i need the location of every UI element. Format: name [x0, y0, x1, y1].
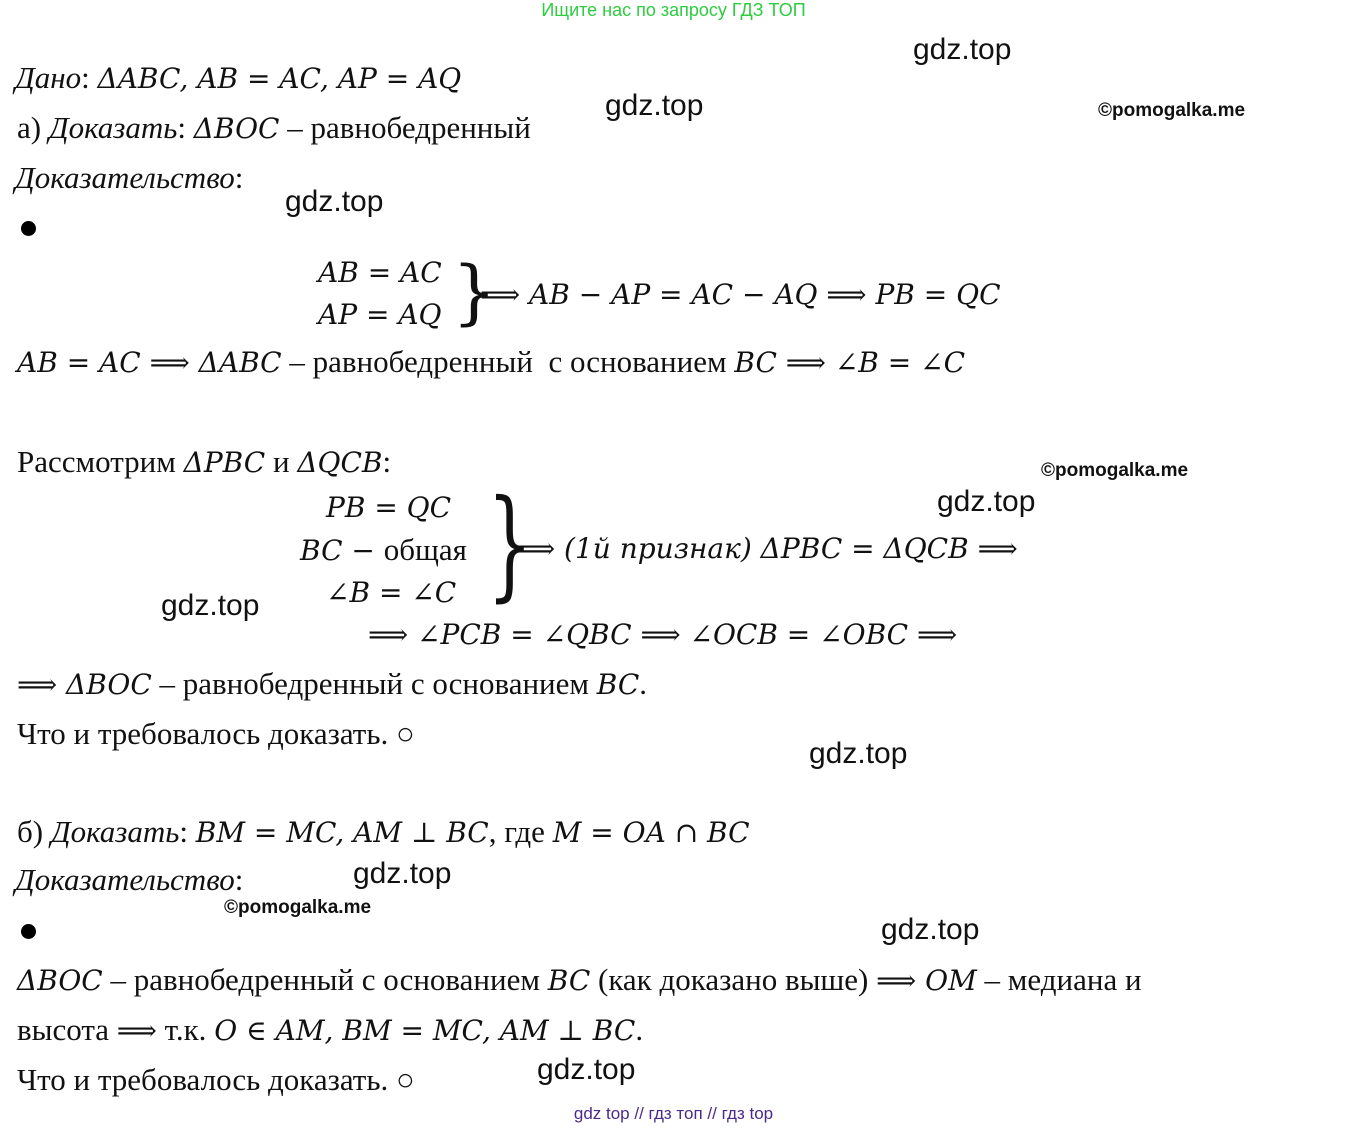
text-line [368, 614, 957, 655]
text-segment: – равнобедренный с основанием [281, 344, 735, 379]
copyright-watermark: ©pomogalka.me [224, 897, 372, 918]
math-expression: ΔBOC [193, 112, 280, 145]
footer-link[interactable]: gdz top [573, 1104, 630, 1123]
text-segment: общая [383, 532, 467, 567]
text-line [17, 1010, 643, 1051]
math-expression: BC [547, 964, 591, 997]
watermark: gdz.top [913, 33, 1012, 66]
text-segment: Что и требовалось доказать. ○ [17, 716, 415, 751]
text-line [326, 487, 451, 528]
text-line [17, 342, 965, 383]
math-expression: AP = AQ [318, 298, 442, 331]
copyright-watermark: ©pomogalka.me [1098, 100, 1246, 121]
math-expression: ΔBOC [17, 964, 103, 997]
bullet [21, 924, 36, 939]
text-segment: : [177, 110, 194, 145]
text-line [318, 294, 442, 335]
text-line [17, 108, 531, 149]
text-line [480, 274, 1001, 315]
math-expression: ΔPBC [183, 446, 266, 479]
math-expression: BC [596, 668, 640, 701]
math-expression: BM = MC, AM ⊥ BC [195, 816, 489, 849]
math-expression: M = OA ∩ BC [552, 816, 750, 849]
text-segment: : [234, 160, 244, 195]
text-line [17, 442, 391, 483]
text-segment: а) [17, 110, 49, 145]
footer-links [0, 1104, 1347, 1124]
text-line [515, 528, 1018, 569]
text-segment: Доказать [48, 110, 178, 145]
text-segment: : [382, 444, 392, 479]
copyright-watermark: ©pomogalka.me [1041, 460, 1189, 481]
text-line [17, 1060, 415, 1100]
footer-separator: // [634, 1104, 644, 1123]
watermark: gdz.top [809, 737, 908, 770]
search-hint-link[interactable]: Ищите нас по запросу ГДЗ ТОП [541, 0, 806, 20]
text-segment: Рассмотрим [17, 444, 184, 479]
text-line [15, 860, 243, 900]
text-segment: – равнобедренный с основанием [151, 666, 597, 701]
watermark: gdz.top [161, 589, 260, 622]
text-segment: т.к. [156, 1012, 215, 1047]
math-expression: AB = AC [318, 256, 442, 289]
text-segment: – равнобедренный с основанием [102, 962, 548, 997]
math-expression: ⟹ [116, 1014, 157, 1047]
bullet [21, 221, 36, 236]
text-segment: высота [17, 1012, 117, 1047]
brace: } [452, 251, 497, 333]
math-expression: ⟹ (1й признак) ΔPBC = ΔQCB ⟹ [515, 532, 1018, 565]
text-line [17, 664, 647, 705]
text-segment: – равнобедренный [279, 110, 531, 145]
text-segment: Дано [15, 60, 82, 95]
math-expression: AB = AC ⟹ ΔABC [17, 346, 282, 379]
watermark: gdz.top [537, 1053, 636, 1086]
math-expression: ⟹ ∠PCB = ∠QBC ⟹ ∠OCB = ∠OBC ⟹ [368, 618, 958, 651]
math-expression: ΔABC, AB = AC, AP = AQ [97, 62, 462, 95]
math-expression: ⟹ OM [876, 964, 977, 997]
text-segment: и [265, 444, 298, 479]
watermark: gdz.top [881, 913, 980, 946]
text-line [15, 158, 243, 198]
text-line [17, 714, 415, 754]
text-segment: : [179, 814, 196, 849]
text-segment: Доказательство [15, 160, 235, 195]
text-line [318, 252, 442, 293]
text-line [15, 58, 461, 99]
text-segment: Что и требовалось доказать. ○ [17, 1062, 415, 1097]
watermark: gdz.top [937, 485, 1036, 518]
text-segment: – медиана и [976, 962, 1142, 997]
text-line [17, 812, 750, 853]
math-expression: ⟹ AB − AP = AC − AQ ⟹ PB = QC [480, 278, 1001, 311]
footer-link[interactable]: гдз top [721, 1104, 774, 1123]
footer-separator: // [707, 1104, 717, 1123]
text-segment: б) [17, 814, 51, 849]
text-segment: : [234, 862, 244, 897]
math-expression: PB = QC [326, 491, 452, 524]
math-expression: BC ⟹ ∠B = ∠C [734, 346, 966, 379]
text-segment: , где [488, 814, 553, 849]
footer-link[interactable]: гдз топ [648, 1104, 703, 1123]
watermark: gdz.top [353, 857, 452, 890]
math-expression: ⟹ ΔBOC [17, 668, 152, 701]
math-expression: ΔQCB [297, 446, 383, 479]
brace: } [487, 475, 533, 614]
watermark: gdz.top [605, 89, 704, 122]
text-segment: Доказательство [15, 862, 235, 897]
text-segment: . [639, 666, 648, 701]
text-segment: Доказать [50, 814, 180, 849]
text-segment: . [635, 1012, 644, 1047]
text-segment: : [81, 60, 98, 95]
text-line [17, 960, 1142, 1001]
text-segment: (как доказано выше) [590, 962, 877, 997]
text-line [326, 572, 456, 613]
math-expression: O ∈ AM, BM = MC, AM ⊥ BC [214, 1014, 636, 1047]
math-expression: BC − [300, 534, 384, 567]
watermark: gdz.top [285, 185, 384, 218]
math-expression: ∠B = ∠C [326, 576, 457, 609]
text-line [300, 530, 467, 571]
